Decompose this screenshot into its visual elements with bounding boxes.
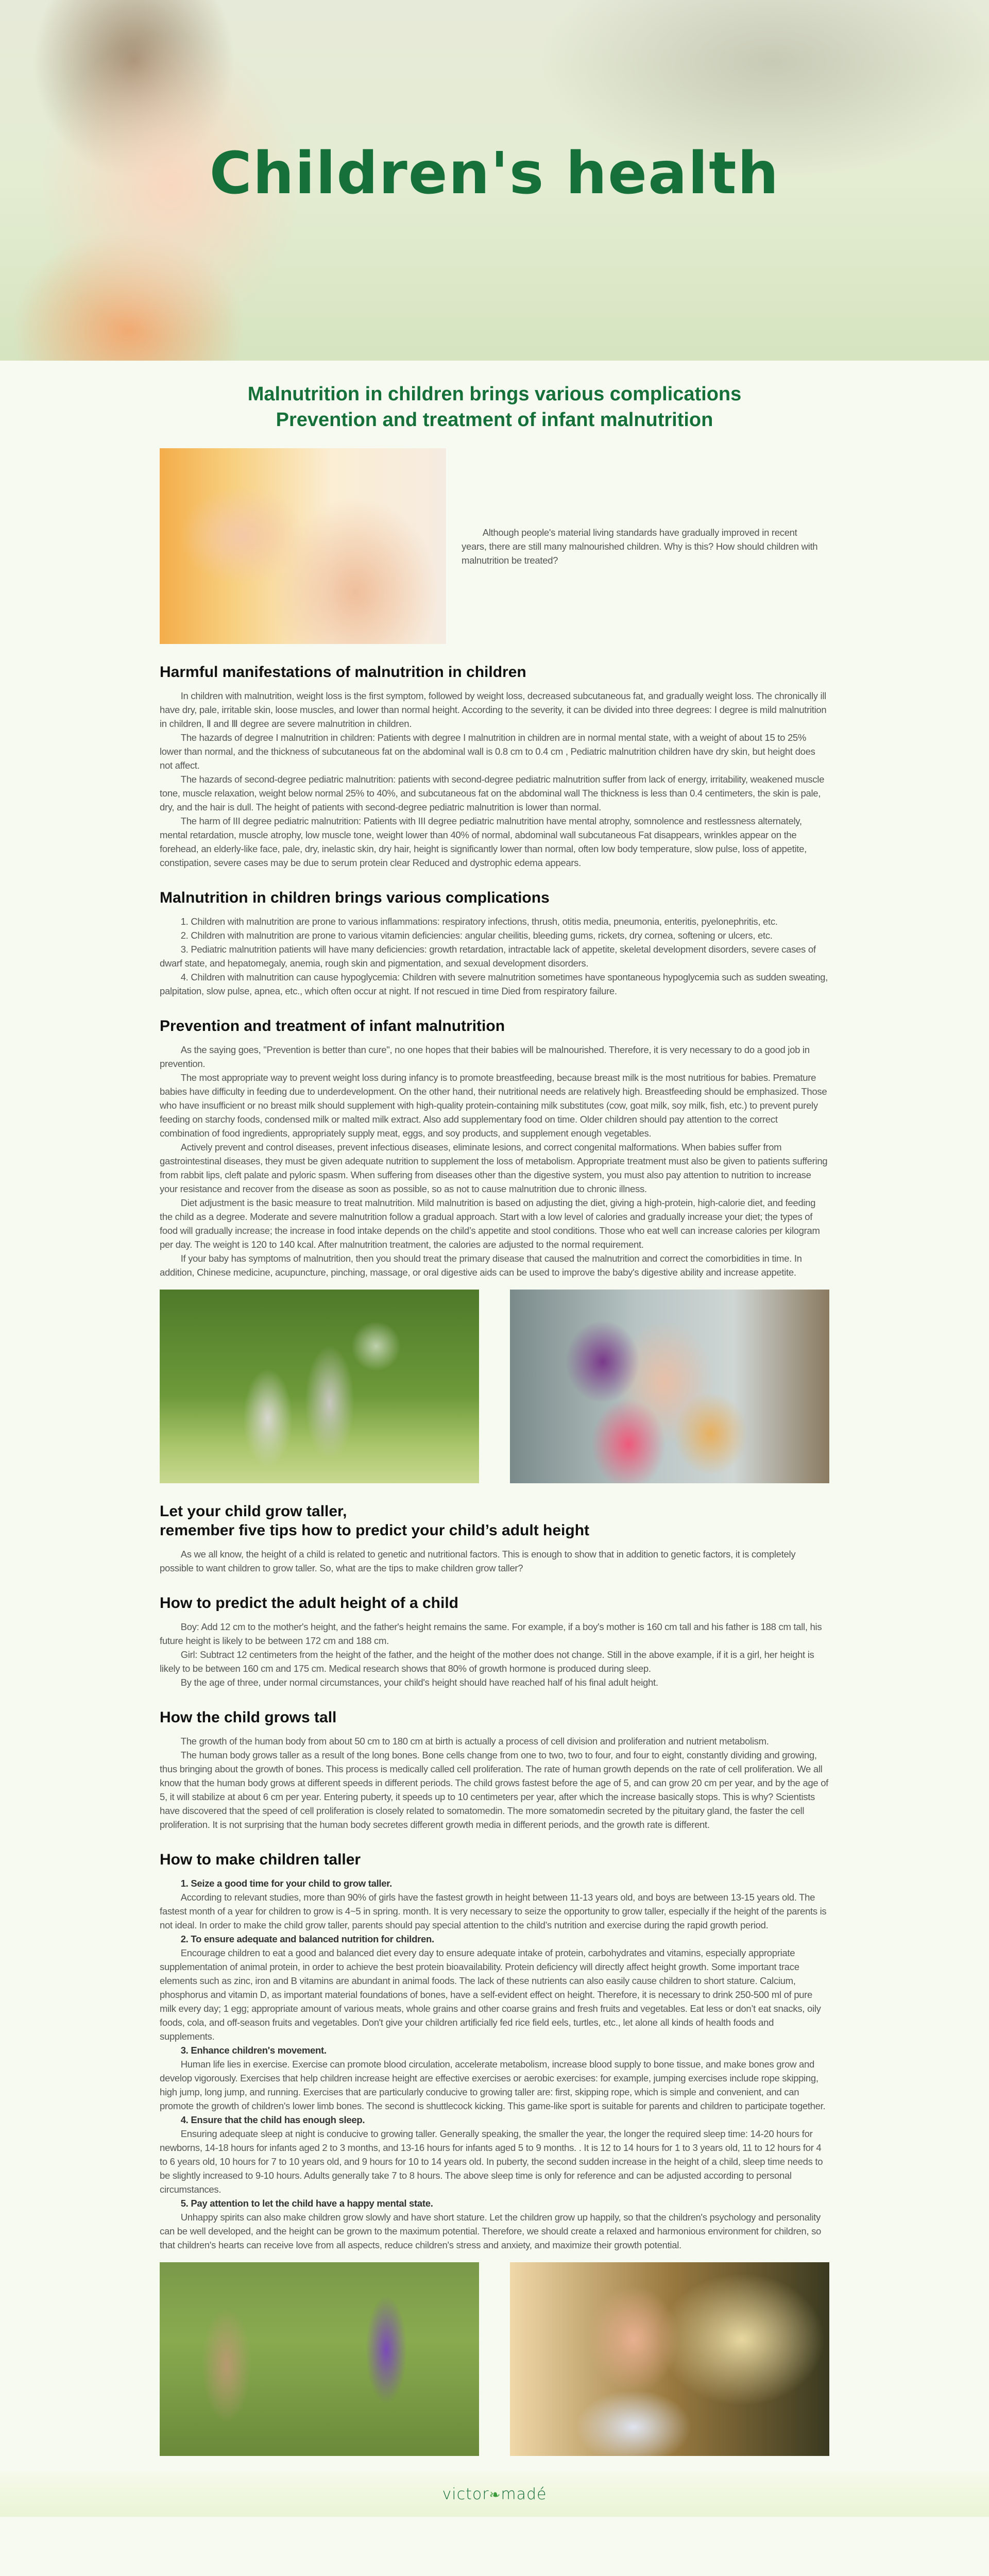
laughing-boy-bubbles-photo <box>510 2262 829 2456</box>
photo-row <box>160 2262 829 2456</box>
paragraph: The growth of the human body from about 50 cm to 180 cm at birth is actually a process of cell division and proliferation and nutrient metabolism. <box>180 1736 769 1747</box>
section-heading <box>160 1502 829 1540</box>
tip-title: 1. Seize a good time for your child to grow taller. <box>180 1878 392 1889</box>
section-predict-height <box>160 1594 829 1689</box>
heading-line: Let your child grow taller, <box>160 1503 347 1520</box>
tip-title: 2. To ensure adequate and balanced nutrition for children. <box>180 1934 434 1944</box>
section-harmful <box>160 663 829 870</box>
paragraph: Encourage children to eat a good and balanced diet every day to ensure adequate intake of protein, carbohydrates and vitamins, especially appropriate supplementation of animal protein, in order to achieve the best protein bioavailability. Protein deficiency will directly affect height growth. Some important trace elements such as zinc, iron and B vitamins are abundant in animal foods. The lack of these nutrients can also easily cause children to short stature. Calcium, phosphorus and vitamin D, as important material foundations of bones, have a self-evident effect on height. Therefore, it is necessary to drink 250-500 ml of pure milk every day; 1 egg; appropriate amount of various meats, whole grains and other coarse grains and fresh fruits and vegetables. Eat less or don’t eat snacks, oily foods, cola, and off-season fruits and vegetables. Don't give your children artificially fed rice field eels, turtles, etc., let alone all kinds of health foods and supplements. <box>160 1947 821 2042</box>
footer <box>0 2471 989 2517</box>
logo-text: victor <box>442 2485 489 2503</box>
kids-group-photo <box>510 1290 829 1483</box>
paragraph: Diet adjustment is the basic measure to treat malnutrition. Mild malnutrition is based on adjusting the diet, giving a high-protein, high-calorie diet, and feeding the child as a degree. Moderate and severe malnutrition follow a gradual approach. Start with a low level of calories and gradually increase your diet; the types of food will gradually increase; the increase in food intake depends on the child’s appetite and stool conditions. Those who eat well can increase calories per kilogram per day. The weight is 120 to 140 kcal. After malnutrition treatment, the calories are adjusted to the normal requirement. <box>160 1197 820 1250</box>
section-prevention <box>160 1016 829 1279</box>
brand-logo <box>442 2485 547 2503</box>
paragraph: The most appropriate way to prevent weight loss during infancy is to promote breastfeeding, because breast milk is the most nutritious for babies. Premature babies have difficulty in feeding due to underdevelopment. On the other hand, their nutritional needs are relatively high. Breastfeeding should be emphasized. Those who have insufficient or no breast milk should supplement with high-quality protein-containing milk substitutes (cow, goat milk, soy milk, fish, etc.) to prevent purely feeding on starchy foods, condensed milk or malted milk extract. Also add supplementary food on time. Older children should pay attention to the correct combination of food ingredients, appropriately supply meat, eggs, and soy products, and supplement enough vegetables. <box>160 1072 827 1139</box>
paragraph: Ensuring adequate sleep at night is conducive to growing taller. Generally speaking, the smaller the year, the longer the required sleep time: 14-20 hours for newborns, 14-18 hours for infants aged 2 to 3 months, and 13-16 hours for infants aged 5 to 9 months. . It is 12 to 14 hours for 1 to 3 years old, 11 to 12 hours for 4 to 6 years old, 10 hours for 7 to 10 years old, and 9 hours for 10 to 14 years old. In puberty, the second sudden increase in the height of a child, sleep time needs to be slightly increased to 9-10 hours. Adults generally take 7 to 8 hours. The above sleep time is only for reference and can be adjusted according to personal circumstances. <box>160 2128 823 2195</box>
article-subtitle <box>160 381 829 433</box>
paragraph: According to relevant studies, more than 90% of girls have the fastest growth in height between 11-13 years old, and boys are between 13-15 years old. The fastest month of a year for children to grow is 4~5 in spring. month. It is very necessary to seize the opportunity to grow taller, especially if the height of the parents is not ideal. In order to make the child grow taller, parents should pay special attention to the child’s nutrition and exercise during the rapid growth period. <box>160 1892 827 1930</box>
section-heading: How to make children taller <box>160 1851 361 1868</box>
section-how-grows <box>160 1708 829 1832</box>
paragraph: Actively prevent and control diseases, prevent infectious diseases, eliminate lesions, and correct congenital malformations. When babies suffer from gastrointestinal diseases, they must be given adequate nutrition to supplement the loss of metabolism. Appropriate treatment must also be given to patients suffering from rabbit lips, cleft palate and pyloric spasm. When suffering from diseases other than the digestive system, you must also pay attention to nutrition to increase your resistance and recover from the disease as soon as possible, so as not to cause malnutrition due to chronic illness. <box>160 1142 828 1194</box>
photo-row <box>160 1290 829 1483</box>
paragraph: Human life lies in exercise. Exercise can promote blood circulation, accelerate metabolism, increase blood supply to bone tissue, and make bones grow and develop vigorously. Exercises that help children increase height are effective exercises or aerobic exercises: for example, jumping exercises include rope skipping, high jump, long jump, and running. Exercises that are particularly conducive to growing taller are: first, skipping rope, which is simple and convenient, and can promote the growth of children's lower limb bones. The second is shuttlecock kicking. This game-like sport is suitable for parents and children to participate together. <box>160 2059 826 2111</box>
heading-line: remember five tips how to predict your child’s adult height <box>160 1522 590 1539</box>
paragraph: 1. Children with malnutrition are prone to various inflammations: respiratory infections, thrush, otitis media, pneumonia, enteritis, pyelonephritis, etc. <box>180 916 778 927</box>
paragraph: 3. Pediatric malnutrition patients will have many deficiencies: growth retardation, intractable lack of appetite, skeletal development disorders, severe cases of dwarf state, and hepatomegaly, anemia, rough skin and pigmentation, and sexual development disorders. <box>160 944 816 969</box>
kids-bubbles-photo <box>160 1290 479 1483</box>
paragraph: The hazards of degree I malnutrition in children: Patients with degree I malnutrition in children are in normal mental state, with a weight of about 15 to 25% lower than normal, and the thickness of subcutaneous fat on the abdominal wall is 0.8 cm to 0.4 cm , Pediatric malnutrition children have dry skin, but height does not affect. <box>160 732 815 771</box>
tip-title: 3. Enhance children's movement. <box>180 2045 327 2056</box>
tip-title: 4. Ensure that the child has enough sleep. <box>180 2114 365 2125</box>
paragraph: As the saying goes, "Prevention is better than cure", no one hopes that their babies will be malnourished. Therefore, it is very necessary to do a good job in prevention. <box>160 1044 810 1069</box>
paragraph: Boy: Add 12 cm to the mother's height, and the father's height remains the same. For example, if a boy's mother is 160 cm tall and his father is 188 cm tall, his future height is likely to be between 172 cm and 188 cm. <box>160 1621 822 1646</box>
section-heading: How to predict the adult height of a child <box>160 1595 458 1612</box>
hero-banner <box>0 0 989 361</box>
intro-block <box>160 448 829 644</box>
section-heading: Prevention and treatment of infant malnutrition <box>160 1018 505 1035</box>
paragraph: In children with malnutrition, weight loss is the first symptom, followed by weight loss, decreased subcutaneous fat, and gradually weight loss. The chronically ill have dry, pale, irritable skin, loose muscles, and lower than normal height. According to the severity, it can be divided into three degrees: Ⅰ degree is mild malnutrition in children, Ⅱ and Ⅲ degree are severe malnutrition in children. <box>160 690 827 729</box>
tip-title: 5. Pay attention to let the child have a happy mental state. <box>180 2198 433 2209</box>
paragraph: Girl: Subtract 12 centimeters from the height of the father, and the height of the mother does not change. Still in the above example, if it is a girl, her height is likely to be between 160 cm and 175 cm. Medical research shows that 80% of growth hormone is produced during sleep. <box>160 1649 814 1674</box>
section-grow-taller <box>160 1502 829 1575</box>
paragraph: If your baby has symptoms of malnutrition, then you should treat the primary disease that caused the malnutrition and correct the comorbidities in time. In addition, Chinese medicine, acupuncture, pinching, massage, or oral digestive aids can be used to improve the baby's digestive ability and increase appetite. <box>160 1253 802 1278</box>
article <box>160 381 829 2456</box>
logo-text: madé <box>501 2485 547 2503</box>
subtitle-line: Malnutrition in children brings various complications <box>247 383 742 405</box>
paragraph: 2. Children with malnutrition are prone to various vitamin deficiencies: angular cheilitis, bleeding gums, rickets, dry cornea, softening or ulcers, etc. <box>180 930 773 941</box>
subtitle-line: Prevention and treatment of infant malnutrition <box>276 409 713 431</box>
paragraph: The hazards of second-degree pediatric malnutrition: patients with second-degree pediatric malnutrition suffer from lack of energy, irritability, weakened muscle tone, muscle relaxation, weight below normal 25% to 40%, and subcutaneous fat on the abdominal wall The thickness is less than 0.4 centimeters, the skin is pale, dry, and the hair is dull. The height of patients with second-degree pediatric malnutrition is lower than normal. <box>160 774 825 812</box>
girls-poppy-field-photo <box>160 2262 479 2456</box>
section-make-taller <box>160 1850 829 2252</box>
paragraph: By the age of three, under normal circumstances, your child's height should have reached half of his final adult height. <box>180 1677 658 1688</box>
section-complications <box>160 888 829 998</box>
baby-hand-image <box>160 448 446 644</box>
paragraph: Unhappy spirits can also make children grow slowly and have short stature. Let the children grow up happily, so that the children's psychology and personality can be well developed, and the height can be grown to the maximum potential. Therefore, we should create a relaxed and harmonious environment for children, so that children's hearts can receive love from all aspects, reduce children's stress and anxiety, and maximize their growth potential. <box>160 2212 822 2250</box>
paragraph: The human body grows taller as a result of the long bones. Bone cells change from one to two, two to four, and four to eight, constantly dividing and growing, thus bringing about the growth of bones. This process is medically called cell proliferation. The rate of human growth depends on the rate of cell proliferation. We all know that the human body grows at different speeds in different periods. The child grows fastest before the age of 5, and can grow 20 cm per year, and by the age of 5, it will stabilize at about 6 cm per year. Entering puberty, it speeds up to 10 centimeters per year, after which the increase basically stops. This is why? Scientists have discovered that the speed of cell proliferation is closely related to somatomedin. The more somatomedin secreted by the pituitary gland, the faster the cell proliferation. It is not surprising that the human body secretes different growth media in different periods, and the growth rate is different. <box>160 1750 829 1830</box>
intro-text: Although people's material living standards have gradually improved in recent years, there are still many malnourished children. Why is this? How should children with malnutrition be treated? <box>462 527 818 566</box>
section-heading: Harmful manifestations of malnutrition in children <box>160 664 526 681</box>
paragraph: 4. Children with malnutrition can cause hypoglycemia: Children with severe malnutrition sometimes have spontaneous hypoglycemia such as sudden sweating, palpitation, slow pulse, apnea, etc., which often occur at night. If not rescued in time Died from respiratory failure. <box>160 972 828 996</box>
section-heading: Malnutrition in children brings various complications <box>160 889 550 906</box>
page-title: Children's health <box>209 140 780 207</box>
section-heading: How the child grows tall <box>160 1709 337 1726</box>
paragraph: As we all know, the height of a child is related to genetic and nutritional factors. This is enough to show that in addition to genetic factors, it is completely possible to want children to grow taller. So, what are the tips to make children grow taller? <box>160 1549 796 1573</box>
leaf-icon: ❧ <box>489 2487 501 2503</box>
paragraph: The harm of III degree pediatric malnutrition: Patients with III degree pediatric malnutrition have mental atrophy, somnolence and restlessness alternately, mental retardation, muscle atrophy, low muscle tone, weight lower than 40% of normal, abdominal wall subcutaneous Fat disappears, wrinkles appear on the forehead, an elderly-like face, pale, dry, inelastic skin, dry hair, height is significantly lower than normal, often low body temperature, slow pulse, loss of appetite, constipation, severe cases may be due to serum protein clear Reduced and dystrophic edema appears. <box>160 816 807 868</box>
